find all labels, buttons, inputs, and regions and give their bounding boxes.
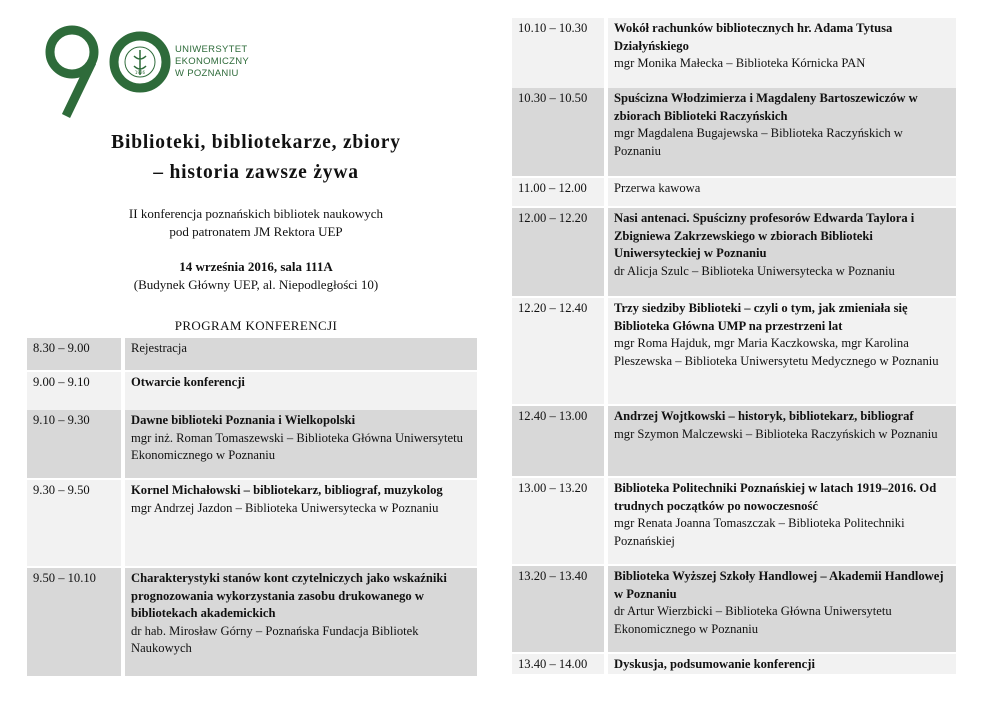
session-title: Biblioteka Wyższej Szkoły Handlowej – Akademii Handlowej w Poznaniu [614, 569, 944, 601]
session-row [512, 566, 956, 652]
session-speaker: Przerwa kawowa [614, 181, 701, 195]
session-speaker: mgr Monika Małecka – Biblioteka Kórnicka PAN [614, 56, 866, 70]
session-speaker: mgr Andrzej Jazdon – Biblioteka Uniwersytecka w Poznaniu [131, 500, 439, 515]
session-time: 12.40 – 13.00 [512, 406, 604, 476]
session-content [125, 338, 477, 370]
session-time: 8.30 – 9.00 [27, 338, 121, 370]
session-row [512, 406, 956, 476]
session-content [608, 208, 956, 296]
session-speaker: mgr Szymon Malczewski – Biblioteka Raczyńskich w Poznaniu [614, 426, 938, 441]
session-time: 10.30 – 10.50 [512, 88, 604, 176]
session-row [27, 568, 477, 676]
session-title: Charakterystyki stanów kont czytelniczych jako wskaźniki prognozowania wykorzystania zasobu drukowanego w bibliotekach akademickich [131, 571, 447, 620]
session-content [608, 566, 956, 652]
session-time: 13.00 – 13.20 [512, 478, 604, 564]
session-title: Nasi antenaci. Spuścizny profesorów Edwarda Taylora i Zbigniewa Zakrzewskiego w zbiorach Biblioteki Uniwersyteckiej w Poznaniu [614, 211, 915, 260]
session-title: Wokół rachunków bibliotecznych hr. Adama Tytusa Działyńskiego [614, 21, 893, 53]
session-speaker: Rejestracja [131, 341, 187, 355]
session-row [27, 480, 477, 566]
session-content [608, 88, 956, 176]
session-content [608, 18, 956, 88]
session-time: 9.00 – 9.10 [27, 372, 121, 410]
session-speaker: mgr inż. Roman Tomaszewski – Biblioteka Główna Uniwersytetu Ekonomicznego w Poznaniu [131, 430, 463, 462]
session-row [27, 338, 477, 370]
session-time: 10.10 – 10.30 [512, 18, 604, 88]
session-title: Dawne biblioteki Poznania i Wielkopolski [131, 413, 356, 427]
session-content [125, 372, 477, 410]
page-title: Biblioteki, bibliotekarze, zbiory – historia zawsze żywa [111, 132, 401, 183]
session-content [125, 568, 477, 676]
session-speaker: dr hab. Mirosław Górny – Poznańska Fundacja Bibliotek Naukowych [131, 623, 419, 655]
session-row [512, 654, 956, 674]
session-time: 12.00 – 12.20 [512, 208, 604, 296]
program-heading: PROGRAM KONFERENCJI [174, 318, 338, 333]
session-title: Kornel Michałowski – bibliotekarz, bibliograf, muzykolog [131, 483, 443, 497]
conference-date-venue [60, 258, 452, 294]
session-title: Dyskusja, podsumowanie konferencji [614, 657, 815, 671]
session-speaker: dr Alicja Szulc – Biblioteka Uniwersytecka w Poznaniu [614, 263, 895, 278]
session-row [27, 372, 477, 410]
anniversary-90-emblem [30, 20, 175, 120]
session-time: 9.10 – 9.30 [27, 410, 121, 478]
session-row [512, 208, 956, 296]
conference-date: 14 września 2016, sala 111A [179, 259, 333, 274]
session-title: Andrzej Wojtkowski – historyk, bibliotekarz, bibliograf [614, 409, 914, 423]
session-content [608, 654, 956, 674]
session-content [125, 480, 477, 566]
session-title: Otwarcie konferencji [131, 375, 245, 389]
session-content [608, 478, 956, 564]
session-time: 13.40 – 14.00 [512, 654, 604, 674]
uep-90-logo [30, 20, 250, 120]
session-content [608, 406, 956, 476]
conference-subtitle: II konferencja poznańskich bibliotek naukowych pod patronatem JM Rektora UEP [128, 206, 384, 239]
session-row [512, 88, 956, 176]
session-time: 9.30 – 9.50 [27, 480, 121, 566]
session-row [512, 178, 956, 206]
session-time: 12.20 – 12.40 [512, 298, 604, 404]
session-title: Trzy siedziby Biblioteki – czyli o tym, jak zmieniała się Biblioteka Główna UMP na przestrzeni lat [614, 301, 908, 333]
session-title: Spuścizna Włodzimierza i Magdaleny Bartoszewiczów w zbiorach Biblioteki Raczyńskich [614, 91, 918, 123]
session-time: 11.00 – 12.00 [512, 178, 604, 206]
university-name: UNIWERSYTET EKONOMICZNY W POZNANIU [175, 44, 250, 79]
session-time: 13.20 – 13.40 [512, 566, 604, 652]
session-speaker: mgr Renata Joanna Tomaszczak – Biblioteka Politechniki Poznańskiej [614, 516, 905, 548]
session-speaker: mgr Magdalena Bugajewska – Biblioteka Raczyńskich w Poznaniu [614, 126, 903, 158]
session-row [512, 18, 956, 88]
session-content [608, 178, 956, 206]
session-row [512, 298, 956, 404]
session-content [608, 298, 956, 404]
session-title: Biblioteka Politechniki Poznańskiej w latach 1919–2016. Od trudnych początków po nowoczesność [614, 481, 937, 513]
session-time: 9.50 – 10.10 [27, 568, 121, 676]
session-content [125, 410, 477, 478]
conference-venue: (Budynek Główny UEP, al. Niepodległości 10) [133, 277, 379, 292]
session-row [27, 410, 477, 478]
session-speaker: dr Artur Wierzbicki – Biblioteka Główna Uniwersytetu Ekonomicznego w Poznaniu [614, 604, 892, 636]
session-row [512, 478, 956, 564]
session-speaker: mgr Roma Hajduk, mgr Maria Kaczkowska, mgr Karolina Pleszewska – Biblioteka Uniwersytetu Medycznego w Poznaniu [614, 336, 939, 368]
seal-years: 1926 [134, 70, 146, 75]
